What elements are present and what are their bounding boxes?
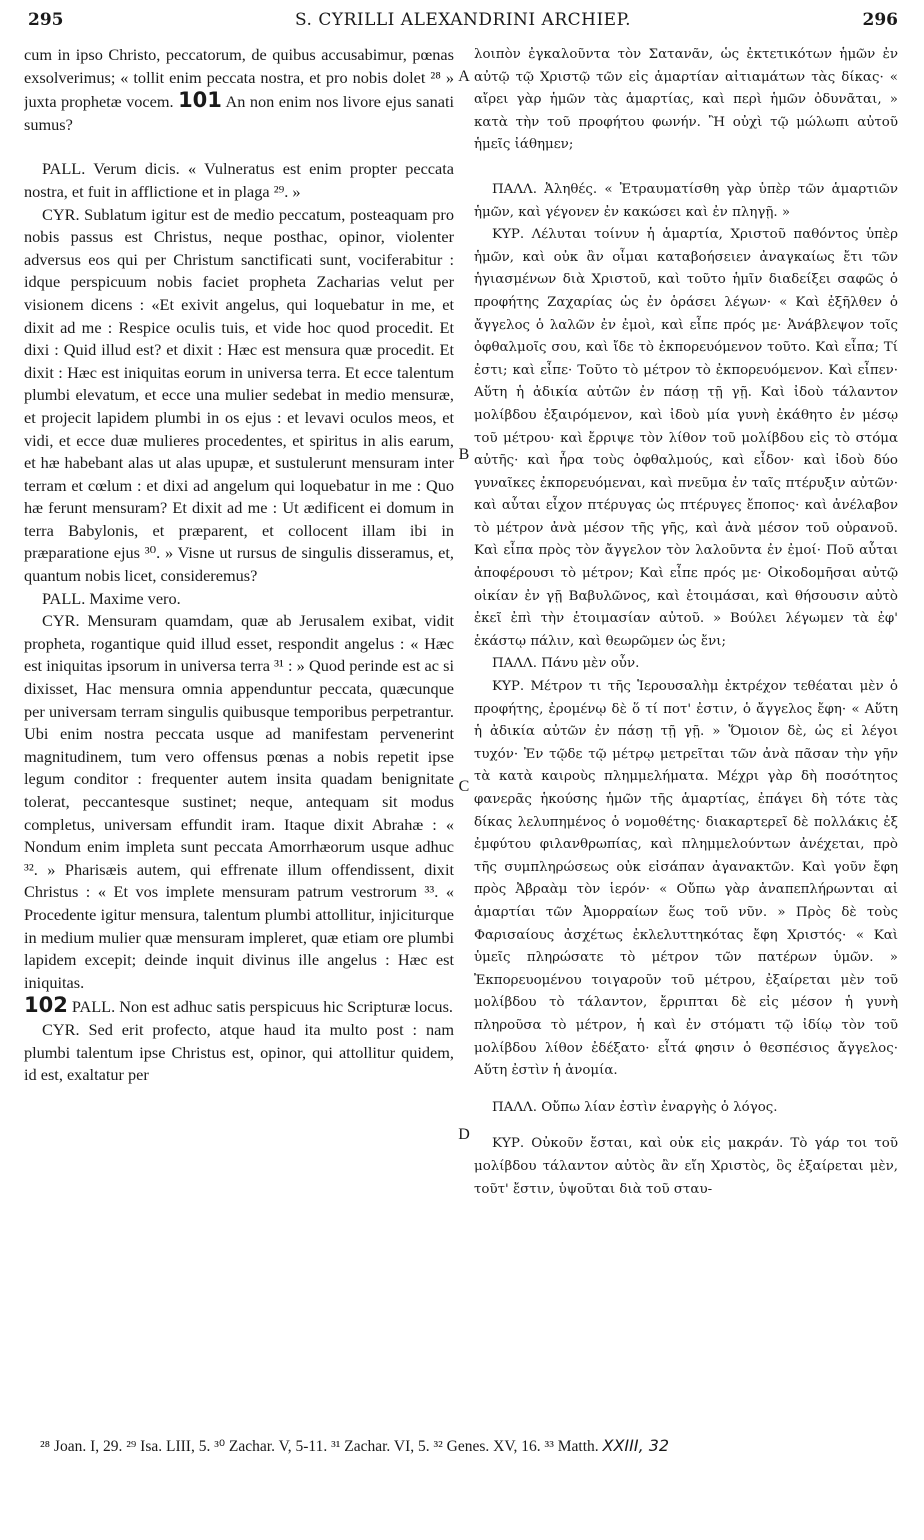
latin-paragraph-2: PALL. Verum dicis. « Vulneratus est enim propter peccata nostra, et fuit in afflictione et in plaga ²⁹. »: [24, 159, 454, 201]
handwritten-annotation: XXIII, 32: [602, 1436, 670, 1455]
greek-paragraph-5: ΚΥΡ. Μέτρον τι τῆς Ἱερουσαλὴμ ἐκτρέχον τεθέαται μὲν ὁ προφήτης, ἐρομένῳ δὲ ὅ τί ποτ' ἐστιν, ὁ ἄγγελος ἔφη· « Αὕτη ἡ ἀδικία αὐτῶν ἐν πάσῃ τῇ γῇ. » Ὅμοιον δὲ, ὡς εἰ λέγοι τυχόν· Ἐν τῷδε τῷ μέτρῳ μετρεῖται τῶν ἀνὰ πᾶσαν τὴν γῆν τὰ κατὰ καιροὺς πλημμελήματα. Μέχρι γὰρ δὴ ποσότητος φανερᾶς ἡκούσης ἡμῶν τῆς ἁμαρτίας, ἐπάγει δὴ τότε τὰς δίκας λελυπημένος ὁ νομοθέτης· διακαρτερεῖ δὲ πολλάκις ἐξ ἐμφύτου φιλανθρωπίας, καὶ πλημμελούντων ἀνέχεται, πρὸ τῆς συμπληρώσεως οὐκ εἰσάπαν ἀγανακτῶν. Καὶ γοῦν ἔφη πρὸς Ἀβραὰμ τὸν ἱερόν· « Οὔπω γὰρ ἀναπεπλήρωνται αἱ ἁμαρτίαι τῶν Ἀμορραίων ἕως τοῦ νῦν. » Πρὸς δὲ τοὺς Φαρισαίους ἀσχέτως ἐκλελυττηκότας ἔφη Χριστός· « Καὶ ὑμεῖς πληρώσατε τὸ μέτρον τῶν πατέρων ὑμῶν. » Ἐκπορευομένου τοιγαροῦν τοῦ μέτρου, ἐξαίρεται μὲν τοῦ μολίβδου τὸ τάλαντον, ἔρριπται δὲ εἰς μέσον ἡ γυνὴ πληροῦσα τὸ μέτρον, ἡ καὶ ἐν στόματι τῷ ἰδίῳ τὸν τοῦ μολίβδου λίθον ἐδέξατο· εἶτά φησιν ὁ θεσπέσιος ἄγγελος· Αὕτη ἐστὶν ἡ ἀνομία.: [474, 679, 898, 1079]
greek-paragraph-3: ΚΥΡ. Λέλυται τοίνυν ἡ ἁμαρτία, Χριστοῦ παθόντος ὑπὲρ ἡμῶν, καὶ οὐκ ἂν οἶμαι καταβοήσειεν ἀναγκαίως ἔτι τῶν ἡγιασμένων διὰ Χριστοῦ, καὶ τοῦτο ἡμῖν διαδείξει σαφῶς ὁ προφήτης Ζαχαρίας ὡς ἐν ὁράσει λέγων· « Καὶ ἐξῆλθεν ὁ ἄγγελος ὁ λαλῶν ἐν ἐμοὶ, καὶ εἶπε πρός με· Ἀνάβλεψον τοῖς ὀφθαλμοῖς σου, καὶ ἴδε τὸ ἐκπορευόμενον τοῦτο. Καὶ εἶπα; Τί ἐστι; καὶ εἶπε· Τοῦτο τὸ μέτρον τὸ ἐκπορευόμενον. Καὶ εἶπεν· Αὕτη ἡ ἀδικία αὐτῶν ἐν πάσῃ τῇ γῇ. Καὶ ἰδοὺ τάλαντον μολίβδου ἐξαιρόμενον, καὶ ἰδοὺ μία γυνὴ ἐκάθητο ἐν μέσῳ τοῦ μέτρου· καὶ ἔρριψε τὸν λίθον τοῦ μολίβδου εἰς τὸ στόμα αὐτῆς· καὶ ἦρα τοὺς ὀφθαλμούς, καὶ εἶδον· καὶ ἰδοὺ δύο γυναῖκες ἐκπορευόμεναι, καὶ πνεῦμα ἐν ταῖς πτέρυξιν αὐτῶν· καὶ αὗται εἶχον πτέρυγας ὡς πτέρυγες ἔποπος· καὶ ἀνέλαβον τὸ μέτρον ἀνὰ μέσον τῆς γῆς, καὶ ἀνὰ μέσον τοῦ οὐρανοῦ. Καὶ εἶπα πρὸς τὸν ἄγγελον τὸν λαλοῦντα ἐν ἐμοί· Ποῦ αὗται ἀποφέρουσι τὸ μέτρον; Καὶ εἶπε πρός με· Οἰκοδομῆσαι αὐτῷ οἰκίαν ἐν γῇ Βαβυλῶνος, καὶ ἑτοιμάσαι, καὶ θήσουσιν αὐτὸ ἐκεῖ ἐπὶ τὴν ἑτοιμασίαν αὐτοῦ. » Βούλει λέγωμεν τὰ ἐφ' ἑκάστῳ πάλιν, καὶ θεωρῶμεν ὡς ἔνι;: [474, 227, 898, 649]
latin-column: [24, 44, 454, 1424]
latin-text: cum in ipso Christo, peccatorum, de quibus accusabimur, pœnas exsolverimus; « tollit enim peccata nostra, et pro nobis dolet ²⁸ » juxta prophetæ vocem.: [24, 45, 454, 112]
page-number-left: 295: [28, 10, 64, 30]
marker-a: A: [458, 68, 470, 85]
greek-paragraph-4: ΠΑΛΛ. Πάνυ μὲν οὖν.: [492, 656, 640, 672]
marker-d: D: [458, 1126, 470, 1143]
marker-c: C: [458, 778, 470, 795]
page-header: [28, 10, 898, 38]
greek-paragraph-6: ΠΑΛΛ. Οὔπω λίαν ἐστὶν ἐναργὴς ὁ λόγος.: [492, 1099, 778, 1115]
section-number-102: 102: [24, 993, 68, 1018]
latin-paragraph-1: [24, 44, 454, 136]
running-title: S. CYRILLI ALEXANDRINI ARCHIEP.: [295, 10, 631, 30]
marker-b: B: [458, 446, 470, 463]
latin-paragraph-7: CYR. Sed erit profecto, atque haud ita multo post : nam plumbi talentum ipse Christus est, opinor, qui attollitur quidem, id est, exaltatur per: [24, 1019, 454, 1085]
greek-paragraph-7: ΚΥΡ. Οὐκοῦν ἔσται, καὶ οὐκ εἰς μακράν. Τὸ γάρ τοι τοῦ μολίβδου τάλαντον αὐτὸς ἂν εἴη Χριστὸς, ὃς ἐξαίρεται μὲν, τοῦτ' ἔστιν, ὑψοῦται διὰ τοῦ σταυ-: [474, 1136, 898, 1197]
latin-paragraph-4: PALL. Maxime vero.: [42, 588, 181, 608]
greek-paragraph-2: ΠΑΛΛ. Ἀληθές. « Ἐτραυματίσθη γὰρ ὑπὲρ τῶν ἁμαρτιῶν ἡμῶν, καὶ γέγονεν ἐν κακώσει καὶ ἐν πληγῇ. »: [474, 181, 898, 220]
footnotes: [40, 1436, 910, 1456]
latin-paragraph-3: CYR. Sublatum igitur est de medio peccatum, posteaquam pro nobis passus est Christus, neque posthac, opinor, violenter adversus eos qui per Christum sanctificati sunt, vociferabitur : idque perspicuum nobis faciet propheta Zacharias velut per visionem dicens : «Et exivit angelus, qui loquebatur in me, et dixit ad me : Respice oculis tuis, et vide hoc quod procedit. Et dixi : Quid illud est? et dixit : Hæc est mensura quæ procedit. Et dixit : Hæc est iniquitas eorum in universa terra. Et ecce talentum plumbi elevatum, et ecce una mulier sedebat in medio mensuræ, et projecit lapidem plumbi in os ejus : et levavi oculos meos, et vidi, et ecce duæ mulieres procedentes, et spiritus in alis earum, et hæ habebant alas ut alas upupæ, et sustulerunt mensuram inter terram et cœlum : et dixi ad angelum qui loquebatur in me : Quo hæ ferunt mensuram? Et dixit ad me : Ut ædificent ei domum in terra Babylonis, et præparent, et collocent illam ibi in præparatione ejus ³⁰. » Visne ut rursus de singulis disseramus, et, quantum nobis licet, consideremus?: [24, 204, 454, 586]
latin-text: PALL. Non est adhuc satis perspicuus hic Scripturæ locus.: [71, 997, 453, 1017]
greek-column: [474, 44, 898, 1424]
latin-text: An non enim nos livore ejus sanati sumus?: [24, 92, 454, 134]
greek-paragraph-1: λοιπὸν ἐγκαλοῦντα τὸν Σατανᾶν, ὡς ἐκτετικότων ἡμῶν ἐν αὐτῷ τῷ Χριστῷ τῶν εἰς ἁμαρτίαν αἰτιαμάτων τὰς δίκας· « αἴρει γὰρ ἡμῶν τὰς ἁμαρτίας, καὶ περὶ ἡμῶν ὀδυνᾶται, » κατὰ τὴν τοῦ προφήτου φωνήν. Ἢ οὐχὶ τῷ μώλωπι αὐτοῦ ἡμεῖς ἰάθημεν;: [474, 47, 898, 153]
latin-paragraph-5: CYR. Mensuram quamdam, quæ ab Jerusalem exibat, vidit propheta, rogantique quid illud esset, respondit angelus : « Hæc est iniquitas ipsorum in universa terra ³¹ : » Quod perinde est ac si dixisset, Hac mensura omnia appenduntur peccata, quæcunque per universam terram singulis quibusque temporibus perpetrantur. Ubi enim nostra peccata usque ad manifestam pervenerint magnitudinem, tum vero offensus pœnas a nobis repetit ipse legum conditor : frequenter autem insita quadam benignitate tolerat, peccantesque sustinet; neque, antequam sit modus completus, universam effundit iram. Itaque dixit Abrahæ : « Nondum enim impleta sunt peccata Amorrhæorum usque adhuc ³². » Pharisæis autem, qui effrenate illum offendissent, dixit Christus : « Et vos implete mensuram patrum vestrorum ³³. « Procedente igitur mensura, talentum plumbi attollitur, injiciturque in medium mulier quæ mensuram impleret, quæ etiam ore plumbi lapidem excepit; deinde inquit divinus ille angelus : Hæc est iniquitas.: [24, 611, 454, 992]
page-number-right: 296: [862, 10, 898, 30]
latin-paragraph-6: [24, 994, 454, 1019]
margin-markers: [455, 44, 473, 1424]
footnote-references: ²⁸ Joan. I, 29. ²⁹ Isa. LIII, 5. ³⁰ Zachar. V, 5-11. ³¹ Zachar. VI, 5. ³² Genes. XV, 16. ³³ Matth.: [40, 1438, 599, 1455]
section-number-101: 101: [178, 88, 222, 113]
